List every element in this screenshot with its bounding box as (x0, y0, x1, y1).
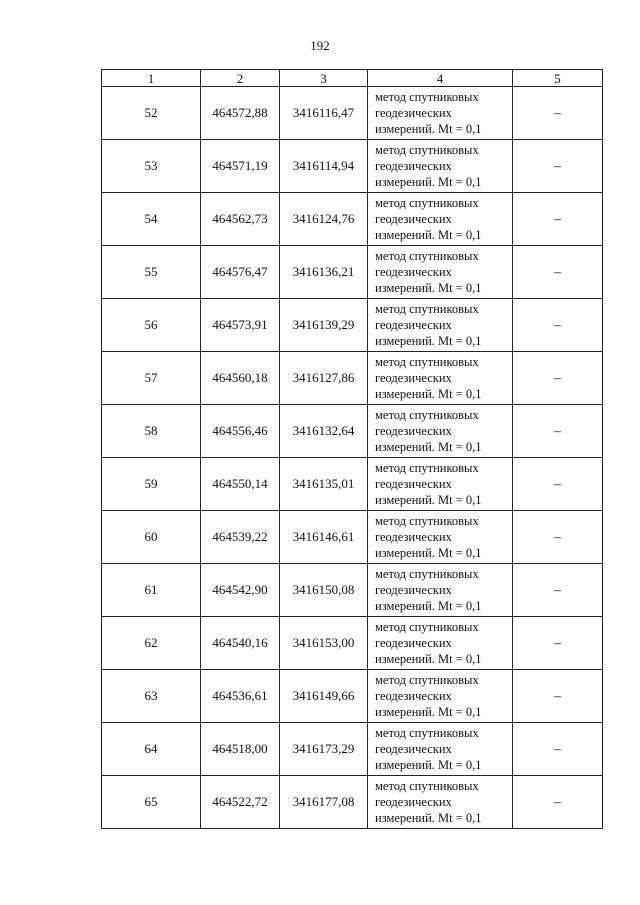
table-header-row (102, 70, 603, 87)
method-line: метод спутниковых (375, 355, 479, 369)
method-line: метод спутниковых (375, 673, 479, 687)
method-line: метод спутниковых (375, 196, 479, 210)
note-cell (513, 140, 603, 193)
x-coordinate-cell: 464542,90 (201, 564, 280, 617)
header-col-4: 4 (368, 70, 513, 87)
point-number-cell: 62 (102, 617, 201, 670)
y-coordinate-cell: 3416124,76 (280, 193, 368, 246)
y-coordinate-cell: 3416153,00 (280, 617, 368, 670)
note-cell (513, 617, 603, 670)
point-number-cell: 54 (102, 193, 201, 246)
method-line: измерений. Mt = 0,1 (375, 546, 482, 560)
method-line: метод спутниковых (375, 249, 479, 263)
dash-mark: – (554, 635, 561, 651)
note-cell (513, 87, 603, 140)
y-coordinate-cell: 3416132,64 (280, 405, 368, 458)
table-row (102, 617, 603, 670)
method-cell (368, 140, 513, 193)
note-cell (513, 564, 603, 617)
note-cell (513, 776, 603, 829)
method-cell (368, 246, 513, 299)
y-coordinate-cell: 3416127,86 (280, 352, 368, 405)
method-line: измерений. Mt = 0,1 (375, 652, 482, 666)
method-line: геодезических (375, 159, 452, 173)
page-number: 192 (310, 38, 330, 53)
y-coordinate-cell: 3416173,29 (280, 723, 368, 776)
table-row (102, 564, 603, 617)
table-row (102, 140, 603, 193)
point-number-cell: 56 (102, 299, 201, 352)
method-cell (368, 617, 513, 670)
x-coordinate-cell: 464536,61 (201, 670, 280, 723)
point-number-cell: 65 (102, 776, 201, 829)
table-body (102, 87, 603, 829)
dash-mark: – (554, 211, 561, 227)
dash-mark: – (554, 476, 561, 492)
method-cell (368, 776, 513, 829)
header-col-2: 2 (201, 70, 280, 87)
dash-mark: – (554, 370, 561, 386)
dash-mark: – (554, 317, 561, 333)
method-cell (368, 670, 513, 723)
table-row (102, 299, 603, 352)
method-line: измерений. Mt = 0,1 (375, 175, 482, 189)
x-coordinate-cell: 464576,47 (201, 246, 280, 299)
x-coordinate-cell: 464560,18 (201, 352, 280, 405)
point-number-cell: 60 (102, 511, 201, 564)
header-col-5: 5 (513, 70, 603, 87)
method-line: измерений. Mt = 0,1 (375, 493, 482, 507)
method-cell (368, 564, 513, 617)
table-row (102, 352, 603, 405)
x-coordinate-cell: 464572,88 (201, 87, 280, 140)
point-number-cell: 57 (102, 352, 201, 405)
dash-mark: – (554, 264, 561, 280)
point-number-cell: 63 (102, 670, 201, 723)
dash-mark: – (554, 423, 561, 439)
method-line: измерений. Mt = 0,1 (375, 387, 482, 401)
x-coordinate-cell: 464518,00 (201, 723, 280, 776)
method-cell (368, 511, 513, 564)
dash-mark: – (554, 582, 561, 598)
method-line: измерений. Mt = 0,1 (375, 758, 482, 772)
y-coordinate-cell: 3416136,21 (280, 246, 368, 299)
method-line: измерений. Mt = 0,1 (375, 122, 482, 136)
x-coordinate-cell: 464540,16 (201, 617, 280, 670)
method-cell (368, 352, 513, 405)
method-cell (368, 405, 513, 458)
method-line: метод спутниковых (375, 90, 479, 104)
point-number-cell: 61 (102, 564, 201, 617)
method-line: геодезических (375, 371, 452, 385)
method-line: геодезических (375, 530, 452, 544)
note-cell (513, 458, 603, 511)
y-coordinate-cell: 3416116,47 (280, 87, 368, 140)
y-coordinate-cell: 3416177,08 (280, 776, 368, 829)
method-line: метод спутниковых (375, 620, 479, 634)
method-line: геодезических (375, 742, 452, 756)
y-coordinate-cell: 3416146,61 (280, 511, 368, 564)
table-row (102, 458, 603, 511)
y-coordinate-cell: 3416135,01 (280, 458, 368, 511)
method-line: измерений. Mt = 0,1 (375, 599, 482, 613)
method-line: геодезических (375, 424, 452, 438)
coordinates-table (101, 69, 603, 829)
x-coordinate-cell: 464539,22 (201, 511, 280, 564)
method-cell (368, 87, 513, 140)
y-coordinate-cell: 3416149,66 (280, 670, 368, 723)
method-line: метод спутниковых (375, 779, 479, 793)
method-line: метод спутниковых (375, 143, 479, 157)
note-cell (513, 511, 603, 564)
x-coordinate-cell: 464562,73 (201, 193, 280, 246)
header-col-1: 1 (102, 70, 201, 87)
dash-mark: – (554, 158, 561, 174)
note-cell (513, 193, 603, 246)
method-line: геодезических (375, 212, 452, 226)
x-coordinate-cell: 464556,46 (201, 405, 280, 458)
table-row (102, 670, 603, 723)
table-row (102, 193, 603, 246)
point-number-cell: 59 (102, 458, 201, 511)
method-line: метод спутниковых (375, 514, 479, 528)
note-cell (513, 670, 603, 723)
note-cell (513, 299, 603, 352)
method-line: метод спутниковых (375, 461, 479, 475)
x-coordinate-cell: 464573,91 (201, 299, 280, 352)
note-cell (513, 405, 603, 458)
method-cell (368, 458, 513, 511)
note-cell (513, 246, 603, 299)
method-line: измерений. Mt = 0,1 (375, 281, 482, 295)
table-row (102, 723, 603, 776)
dash-mark: – (554, 688, 561, 704)
y-coordinate-cell: 3416114,94 (280, 140, 368, 193)
method-line: геодезических (375, 795, 452, 809)
x-coordinate-cell: 464550,14 (201, 458, 280, 511)
method-line: измерений. Mt = 0,1 (375, 811, 482, 825)
x-coordinate-cell: 464571,19 (201, 140, 280, 193)
note-cell (513, 723, 603, 776)
header-col-3: 3 (280, 70, 368, 87)
point-number-cell: 58 (102, 405, 201, 458)
dash-mark: – (554, 794, 561, 810)
method-line: метод спутниковых (375, 302, 479, 316)
method-line: геодезических (375, 106, 452, 120)
method-line: измерений. Mt = 0,1 (375, 228, 482, 242)
point-number-cell: 64 (102, 723, 201, 776)
method-line: геодезических (375, 318, 452, 332)
method-line: геодезических (375, 583, 452, 597)
point-number-cell: 52 (102, 87, 201, 140)
table-row (102, 246, 603, 299)
method-cell (368, 299, 513, 352)
method-line: метод спутниковых (375, 567, 479, 581)
y-coordinate-cell: 3416150,08 (280, 564, 368, 617)
dash-mark: – (554, 741, 561, 757)
table-row (102, 87, 603, 140)
method-line: геодезических (375, 265, 452, 279)
x-coordinate-cell: 464522,72 (201, 776, 280, 829)
method-line: измерений. Mt = 0,1 (375, 334, 482, 348)
method-cell (368, 723, 513, 776)
method-cell (368, 193, 513, 246)
table-row (102, 511, 603, 564)
method-line: геодезических (375, 477, 452, 491)
table-row (102, 776, 603, 829)
method-line: геодезических (375, 636, 452, 650)
method-line: измерений. Mt = 0,1 (375, 705, 482, 719)
note-cell (513, 352, 603, 405)
point-number-cell: 53 (102, 140, 201, 193)
y-coordinate-cell: 3416139,29 (280, 299, 368, 352)
method-line: метод спутниковых (375, 408, 479, 422)
dash-mark: – (554, 105, 561, 121)
method-line: измерений. Mt = 0,1 (375, 440, 482, 454)
dash-mark: – (554, 529, 561, 545)
method-line: геодезических (375, 689, 452, 703)
table-row (102, 405, 603, 458)
method-line: метод спутниковых (375, 726, 479, 740)
point-number-cell: 55 (102, 246, 201, 299)
